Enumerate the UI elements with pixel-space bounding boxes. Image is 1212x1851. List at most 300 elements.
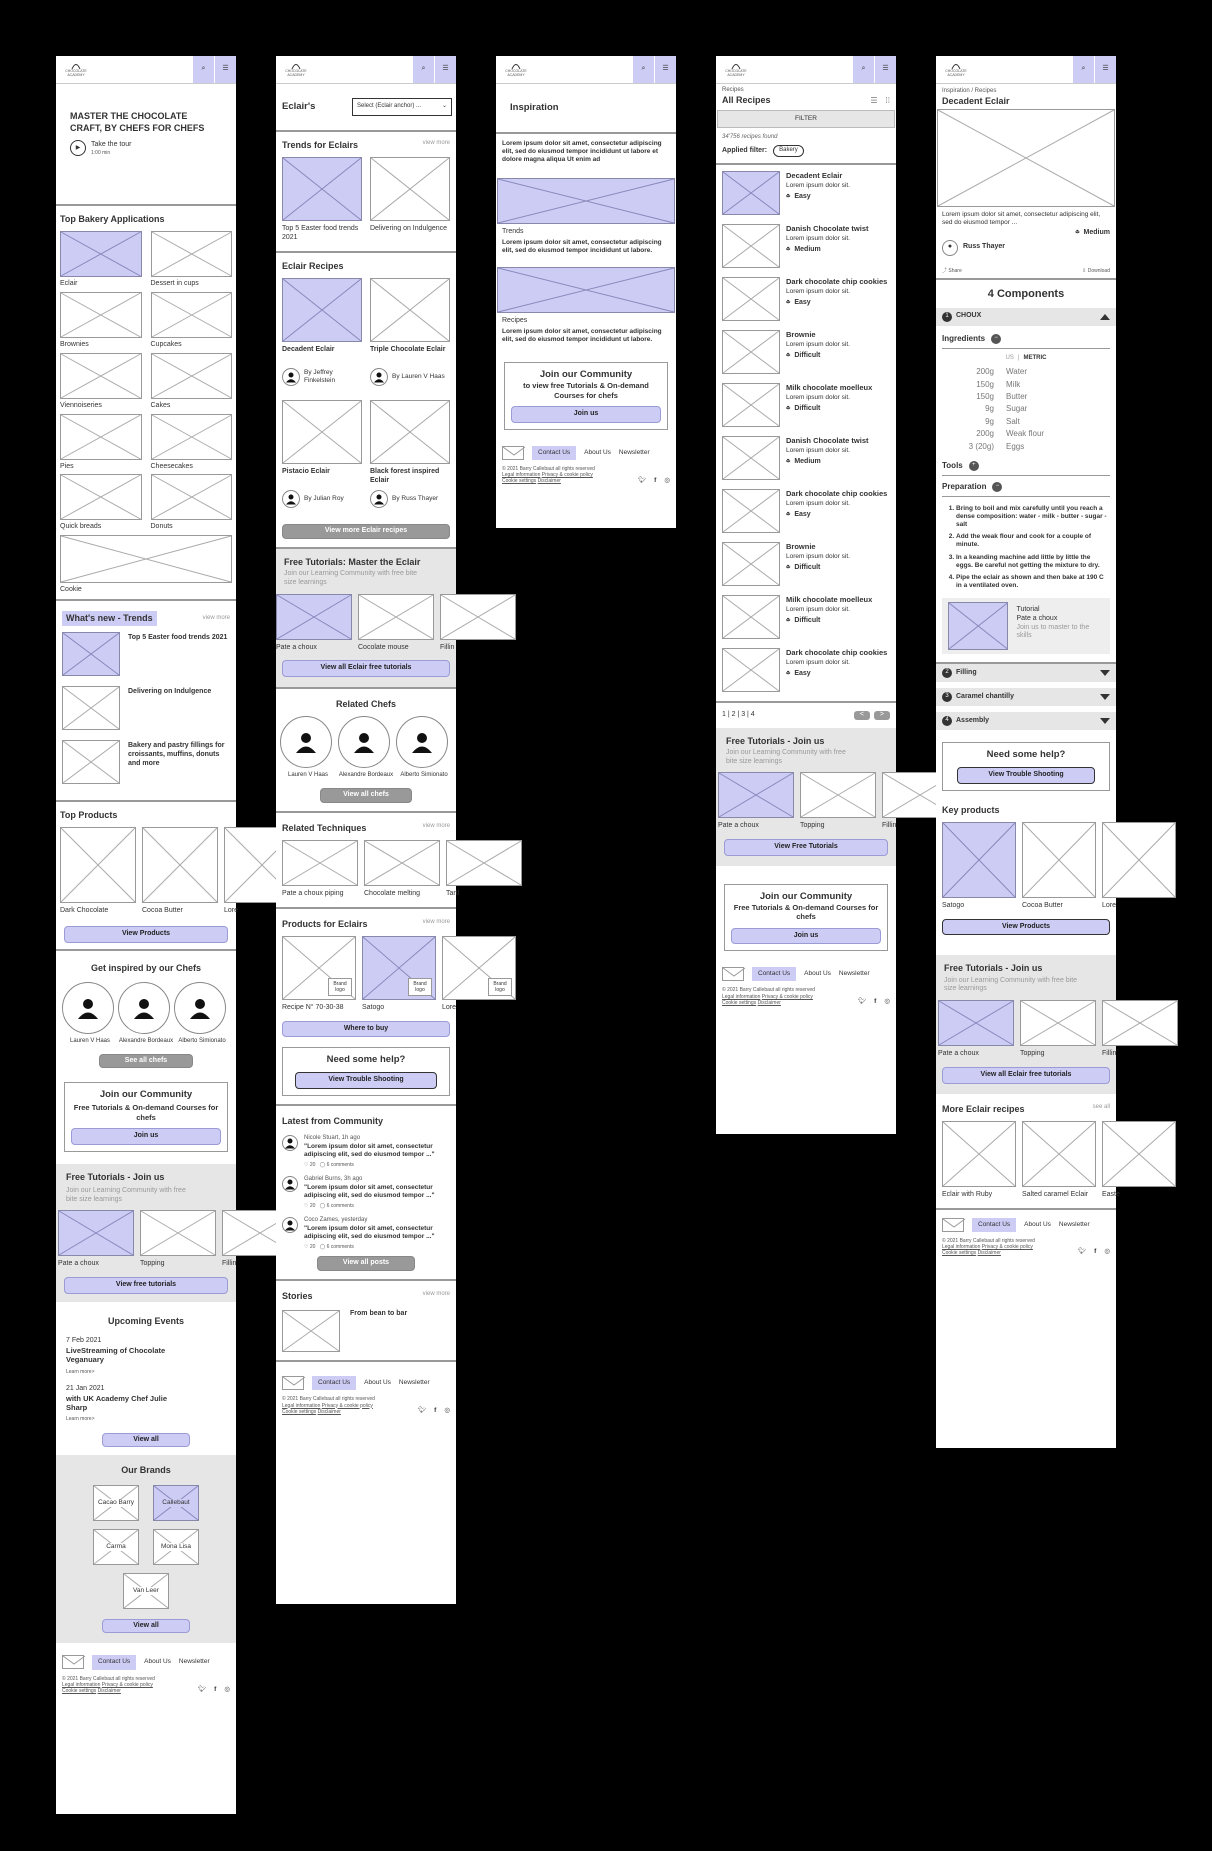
instagram-icon[interactable]: ◎	[1104, 1248, 1110, 1256]
card-label: Satogo	[942, 901, 965, 909]
recipe-card[interactable]	[1022, 1121, 1096, 1200]
recipe-desc: Lorem ipsum dolor sit.	[786, 182, 850, 190]
event-date: 21 Jan 2021	[66, 1384, 105, 1392]
menu-icon[interactable]: ☰	[654, 56, 676, 83]
app-card[interactable]	[60, 353, 142, 411]
card-label: Pate a choux	[938, 1050, 979, 1058]
all-chefs-button[interactable]: View all chefs	[320, 788, 412, 803]
recipe-desc: Lorem ipsum dolor sit.	[786, 553, 850, 561]
card-label: Pate a choux	[276, 643, 317, 651]
view-more-link[interactable]: view more	[422, 918, 450, 925]
join-subtitle: Free Tutorials & On-demand Courses for chefs	[733, 902, 879, 922]
help-box	[282, 1047, 450, 1096]
disclaimer-link[interactable]: Disclaimer	[317, 1408, 341, 1415]
comment-icon[interactable]: ◯	[319, 1243, 326, 1250]
intro-text: Lorem ipsum dolor sit amet, consectetur adipiscing elit, sed do eiusmod tempor incididunt ut labore et dolore magna aliqua Ut enim ad	[502, 140, 662, 164]
facebook-icon[interactable]: f	[214, 1686, 217, 1694]
component-choux-header[interactable]	[936, 308, 1116, 326]
copyright: © 2021 Barry Callebaut all rights reserved	[502, 465, 595, 472]
search-icon[interactable]: ⌕	[1072, 56, 1094, 83]
breadcrumb[interactable]: Recipes	[722, 87, 744, 93]
tutorial-card[interactable]	[440, 594, 516, 653]
level-label: Difficult	[794, 617, 821, 625]
card-label: Pate a choux	[58, 1260, 99, 1268]
filter-button[interactable]: FILTER	[717, 110, 895, 128]
prev-page-button[interactable]: <	[854, 711, 870, 720]
image-placeholder	[282, 840, 358, 886]
image-placeholder	[722, 489, 780, 533]
products-eclairs	[276, 909, 507, 1106]
trend-title: Top 5 Easter food trends 2021	[282, 225, 359, 241]
about-link[interactable]: About Us	[584, 448, 611, 456]
news-item[interactable]	[62, 632, 230, 676]
cookie-link[interactable]: Cookie settings	[62, 1688, 97, 1694]
logo[interactable]: CHOCOLATE ACADEMY	[501, 60, 531, 80]
trend-card[interactable]	[282, 157, 362, 243]
image-placeholder	[370, 278, 450, 342]
facebook-icon[interactable]: f	[1094, 1248, 1097, 1256]
legal-link[interactable]: Legal information	[62, 1681, 101, 1688]
card-label: Easte	[1102, 1190, 1120, 1198]
image-placeholder	[722, 330, 780, 374]
newsletter-link[interactable]: Newsletter	[398, 1379, 430, 1387]
tutorial-card[interactable]	[800, 772, 876, 831]
recipes-card[interactable]	[496, 267, 676, 346]
view-tutorials-button[interactable]: View Free Tutorials	[724, 839, 888, 856]
component-header[interactable]	[936, 688, 1116, 706]
anchor-select[interactable]	[352, 98, 452, 116]
tutorial-card[interactable]	[938, 1000, 1014, 1059]
like-icon[interactable]: ♡	[304, 1161, 309, 1168]
footer	[496, 438, 676, 493]
components-title: 4 Components	[987, 288, 1065, 300]
app-label: Cookie	[60, 586, 82, 593]
mail-icon[interactable]	[722, 967, 744, 981]
learn-more-link[interactable]: Learn more>	[66, 1368, 95, 1375]
search-icon[interactable]: ⌕	[192, 56, 214, 83]
recipe-card[interactable]	[370, 400, 450, 516]
instagram-icon[interactable]: ◎	[664, 476, 670, 484]
chef-avatar	[338, 716, 390, 768]
tour-link[interactable]	[70, 140, 222, 156]
download-button[interactable]: ⇩ Download	[1082, 267, 1110, 274]
disclaimer-link[interactable]: Disclaimer	[977, 1250, 1001, 1257]
like-icon[interactable]: ♡	[304, 1243, 309, 1250]
recipe-name: Dark chocolate chip cookies	[786, 647, 888, 657]
search-icon[interactable]: ⌕	[632, 56, 654, 83]
footer	[936, 1210, 1116, 1265]
brand-logo[interactable]	[123, 1573, 169, 1609]
contact-link[interactable]: Contact Us	[92, 1655, 136, 1669]
product-card[interactable]	[942, 822, 1016, 911]
app-card[interactable]	[60, 292, 142, 350]
app-label: Brownies	[60, 341, 89, 348]
image-placeholder	[60, 231, 142, 277]
tools[interactable]	[942, 453, 1110, 476]
menu-icon[interactable]: ☰	[874, 56, 896, 83]
image-placeholder	[60, 827, 136, 903]
copyright: © 2021 Barry Callebaut all rights reserved	[282, 1396, 375, 1403]
view-tutorials-button[interactable]: View all Eclair free tutorials	[942, 1067, 1110, 1084]
join-button[interactable]: Join us	[71, 1128, 221, 1145]
join-button[interactable]: Join us	[731, 928, 881, 945]
recipe-list-item[interactable]	[722, 489, 890, 533]
tutorial-card[interactable]	[358, 594, 434, 653]
twitter-icon[interactable]: 🐦︎	[417, 1406, 427, 1414]
news-title: Delivering on Indulgence	[128, 688, 212, 695]
all-posts-button[interactable]: View all posts	[317, 1256, 415, 1271]
recipe-author: By Russ Thayer	[392, 494, 439, 502]
tutorial-card[interactable]	[942, 598, 1110, 654]
minus-icon[interactable]: −	[991, 334, 1001, 344]
see-chefs-button[interactable]: See all chefs	[99, 1054, 193, 1069]
component-header[interactable]	[936, 712, 1116, 730]
related-chefs	[276, 689, 456, 813]
see-all-link[interactable]: see all	[1092, 1103, 1110, 1110]
image-placeholder	[282, 400, 362, 464]
newsletter-link[interactable]: Newsletter	[838, 970, 870, 978]
app-card[interactable]	[151, 474, 233, 532]
unit-us-toggle[interactable]: US	[1005, 354, 1014, 361]
brand-logo[interactable]	[93, 1485, 139, 1521]
image-placeholder	[62, 686, 120, 730]
product-card[interactable]	[142, 827, 218, 916]
twitter-icon[interactable]: 🐦︎	[197, 1686, 207, 1694]
about-link[interactable]: About Us	[144, 1658, 171, 1666]
chef-card[interactable]	[280, 716, 336, 780]
preparation-step: 2. Add the weak flour and cook for a couple of minute.	[956, 533, 1108, 549]
brand-logo[interactable]	[153, 1529, 199, 1565]
component-header[interactable]	[936, 664, 1116, 682]
tutorial-card[interactable]	[718, 772, 794, 831]
mail-icon[interactable]	[502, 446, 524, 460]
stories	[276, 1281, 456, 1362]
card-label: Topping	[140, 1260, 165, 1268]
cookie-link[interactable]: Cookie settings	[502, 478, 537, 485]
comment-icon[interactable]: ◯	[319, 1161, 326, 1168]
image-placeholder	[62, 632, 120, 676]
app-label: Eclair	[60, 280, 78, 288]
page-numbers[interactable]: 1 | 2 | 3 | 4	[722, 710, 755, 718]
product-card[interactable]	[442, 936, 516, 1013]
newsletter-link[interactable]: Newsletter	[1058, 1220, 1090, 1228]
recipe-name: Dark chocolate chip cookies	[786, 488, 888, 498]
disclaimer-link[interactable]: Disclaimer	[757, 999, 781, 1006]
next-page-button[interactable]: >	[874, 711, 890, 720]
instagram-icon[interactable]: ◎	[444, 1406, 450, 1414]
chef-avatar	[280, 716, 332, 768]
level-icon: 🎩︎	[1075, 229, 1080, 236]
help-title: Need some help?	[326, 1054, 406, 1066]
trends-card[interactable]	[496, 178, 676, 257]
tutorial-cta: Join us to master to the skills	[1016, 623, 1090, 640]
chef-card[interactable]	[118, 982, 174, 1046]
preparation[interactable]	[942, 476, 1110, 497]
legal-link[interactable]: Legal information	[502, 472, 541, 479]
product-card[interactable]	[60, 827, 136, 916]
number-icon: 4	[942, 716, 952, 726]
hero	[56, 84, 236, 206]
twitter-icon[interactable]: 🐦︎	[857, 998, 867, 1005]
privacy-link[interactable]: Privacy & cookie policy	[321, 1402, 373, 1409]
chef-card[interactable]	[338, 716, 394, 780]
app-card[interactable]	[151, 353, 233, 411]
card-label: Cocolate mouse	[358, 643, 409, 651]
card-label: Cocoa Butter	[142, 907, 183, 915]
filter-chip[interactable]: Bakery	[773, 145, 804, 157]
cookie-link[interactable]: Cookie settings	[722, 999, 757, 1006]
chef-card[interactable]	[396, 716, 452, 780]
menu-icon[interactable]: ☰	[1094, 56, 1116, 83]
tutorial-card[interactable]	[140, 1210, 216, 1269]
trends	[276, 132, 456, 253]
facebook-icon[interactable]: f	[434, 1406, 437, 1414]
share-button[interactable]: ⤴ Share	[942, 267, 962, 274]
chef-card[interactable]	[174, 982, 230, 1046]
logo[interactable]: CHOCOLATE ACADEMY	[281, 60, 311, 80]
menu-icon[interactable]: ☰	[434, 56, 456, 83]
troubleshooting-button[interactable]: View Trouble Shooting	[295, 1072, 437, 1089]
level-icon: 🎩︎	[786, 511, 791, 519]
join-button[interactable]: Join us	[511, 406, 661, 423]
logo[interactable]: CHOCOLATE ACADEMY	[721, 60, 751, 80]
view-more-link[interactable]: view more	[422, 822, 450, 829]
tour-time: 1:00 min	[91, 149, 111, 156]
twitter-icon[interactable]: 🐦︎	[637, 476, 647, 484]
expand-icon	[1100, 718, 1110, 724]
recipe-card[interactable]	[1102, 1121, 1176, 1200]
contact-link[interactable]: Contact Us	[312, 1376, 356, 1390]
community-post[interactable]	[282, 1176, 450, 1209]
view-more-link[interactable]: view more	[422, 1290, 450, 1297]
chef-name: Lauren V Haas	[287, 772, 329, 779]
breadcrumb[interactable]: Inspiration / Recipes	[942, 88, 997, 94]
app-label: Viennoiseries	[60, 401, 102, 409]
ingredient-name: Eggs	[1006, 441, 1025, 451]
technique-card[interactable]	[364, 840, 440, 899]
author[interactable]	[936, 240, 1116, 256]
avatar	[282, 1217, 298, 1233]
recipe-desc: Lorem ipsum dolor sit.	[786, 235, 850, 243]
tutorial-card[interactable]	[1020, 1000, 1096, 1059]
recipe-list-item[interactable]	[722, 436, 890, 480]
brand-logo[interactable]	[93, 1529, 139, 1565]
post-text: "Lorem ipsum dolor sit amet, consectetur adipiscing elit, sed do eiusmod tempor ..."	[304, 1183, 435, 1199]
recipe-list-item[interactable]	[722, 648, 890, 692]
disclaimer-link[interactable]: Disclaimer	[97, 1688, 121, 1694]
page-header	[716, 84, 896, 110]
card-label: Pate a choux piping	[282, 889, 344, 897]
community-post[interactable]	[282, 1135, 450, 1168]
disclaimer-link[interactable]: Disclaimer	[537, 478, 561, 485]
more-recipes-button[interactable]: View more Eclair recipes	[282, 524, 450, 539]
tutorial-card[interactable]	[58, 1210, 134, 1269]
privacy-link[interactable]: Privacy & cookie policy	[101, 1681, 153, 1688]
comment-icon[interactable]: ◯	[319, 1202, 326, 1209]
legal-link[interactable]: Legal information	[942, 1244, 981, 1251]
where-to-buy-button[interactable]: Where to buy	[282, 1021, 450, 1038]
recipe-list-item[interactable]	[722, 277, 890, 321]
view-tutorials-button[interactable]: View free tutorials	[64, 1277, 228, 1294]
footer	[56, 1643, 236, 1702]
view-more-link[interactable]: view more	[202, 614, 230, 621]
grid-view-icon[interactable]: ⁞⁞	[885, 95, 890, 105]
privacy-link[interactable]: Privacy & cookie policy	[761, 993, 813, 1000]
recipe-list-item[interactable]	[722, 224, 890, 268]
comment-count: 6 comments	[326, 1202, 354, 1209]
menu-icon[interactable]: ☰	[214, 56, 236, 83]
about-link[interactable]: About Us	[364, 1379, 391, 1387]
like-icon[interactable]: ♡	[304, 1202, 309, 1209]
news-item[interactable]	[62, 740, 230, 784]
image-placeholder	[58, 1210, 134, 1256]
search-icon[interactable]: ⌕	[852, 56, 874, 83]
level-label: Easy	[794, 299, 811, 307]
about-link[interactable]: About Us	[804, 970, 831, 978]
technique-card[interactable]	[446, 840, 522, 899]
copyright: © 2021 Barry Callebaut all rights reserved	[942, 1237, 1035, 1244]
view-products-button[interactable]: View Products	[942, 919, 1110, 936]
newsletter-link[interactable]: Newsletter	[178, 1658, 210, 1666]
legal-link[interactable]: Legal information	[282, 1402, 321, 1409]
newsletter-link[interactable]: Newsletter	[618, 448, 650, 456]
brands	[56, 1455, 236, 1643]
brand-logo[interactable]	[153, 1485, 199, 1521]
facebook-icon[interactable]: f	[654, 476, 657, 484]
facebook-icon[interactable]: f	[874, 998, 877, 1005]
product-image	[362, 936, 436, 1000]
recipe-card[interactable]	[942, 1121, 1016, 1200]
product-card[interactable]	[282, 936, 356, 1013]
contact-link[interactable]: Contact Us	[532, 446, 576, 460]
recipe-list-item[interactable]	[722, 595, 890, 639]
technique-card[interactable]	[282, 840, 358, 899]
level	[936, 227, 1116, 240]
logo[interactable]: CHOCOLATE ACADEMY	[941, 60, 971, 80]
story-card[interactable]	[282, 1310, 450, 1352]
legal-link[interactable]: Legal information	[722, 993, 761, 1000]
troubleshooting-button[interactable]: View Trouble Shooting	[957, 767, 1095, 784]
events-view-all-button[interactable]: View all	[102, 1433, 190, 1448]
post-text: "Lorem ipsum dolor sit amet, consectetur adipiscing elit, sed do eiusmod tempor ..."	[304, 1224, 435, 1240]
image-placeholder	[151, 231, 233, 277]
app-card[interactable]	[60, 414, 142, 472]
view-products-button[interactable]: View Products	[64, 926, 228, 943]
app-card[interactable]	[60, 474, 142, 532]
cookie-link[interactable]: Cookie settings	[282, 1408, 317, 1415]
community-post[interactable]	[282, 1217, 450, 1250]
mail-icon[interactable]	[282, 1376, 304, 1390]
brands-view-all-button[interactable]: View all	[102, 1619, 190, 1634]
event-item[interactable]	[66, 1385, 226, 1423]
recipe-list-item[interactable]	[722, 383, 890, 427]
avatar	[282, 490, 300, 508]
contact-link[interactable]: Contact Us	[752, 967, 796, 981]
privacy-link[interactable]: Privacy & cookie policy	[981, 1244, 1033, 1251]
search-icon[interactable]: ⌕	[412, 56, 434, 83]
component-name: Filling	[956, 668, 977, 676]
level-icon: 🎩︎	[786, 299, 791, 307]
screen-all-recipes	[716, 56, 896, 1134]
mail-icon[interactable]	[62, 1655, 84, 1669]
event-item[interactable]	[66, 1337, 226, 1375]
ingredient-qty: 200g	[976, 429, 994, 439]
mail-icon[interactable]	[942, 1218, 964, 1232]
view-more-link[interactable]: view more	[422, 140, 450, 146]
list-view-icon[interactable]: ☰	[870, 95, 878, 105]
app-label: Pies	[60, 462, 74, 470]
product-name: Recipe N° 70-30-38	[282, 1003, 344, 1011]
recipe-card[interactable]	[370, 278, 450, 394]
tutorial-card[interactable]	[1102, 1000, 1178, 1059]
recipe-image	[937, 109, 1115, 207]
view-tutorials-button[interactable]: View all Eclair free tutorials	[282, 660, 450, 677]
unit-metric-toggle[interactable]: METRIC	[1023, 354, 1047, 361]
app-card[interactable]	[151, 231, 233, 289]
instagram-icon[interactable]: ◎	[884, 998, 890, 1005]
logo[interactable]: CHOCOLATE ACADEMY	[61, 60, 91, 80]
top-products	[56, 802, 239, 951]
recipe-list-item[interactable]	[722, 171, 890, 215]
level-icon: 🎩︎	[786, 564, 791, 572]
product-card[interactable]	[1102, 822, 1176, 911]
app-card[interactable]	[60, 231, 142, 289]
trend-card[interactable]	[370, 157, 450, 243]
product-card[interactable]	[362, 936, 436, 1013]
recipe-list-item[interactable]	[722, 542, 890, 586]
contact-link[interactable]: Contact Us	[972, 1218, 1016, 1232]
chef-card[interactable]	[62, 982, 118, 1046]
ingredient-name: Sugar	[1006, 404, 1028, 414]
instagram-icon[interactable]: ◎	[224, 1686, 230, 1694]
screen-recipe-detail	[936, 56, 1120, 1448]
section-title: What's new - Trends	[62, 611, 157, 626]
section-title: Get inspired by our Chefs	[90, 962, 202, 973]
app-card-cookie[interactable]	[60, 535, 232, 595]
story-title: From bean to bar	[350, 1310, 408, 1318]
app-card[interactable]	[151, 414, 233, 472]
privacy-link[interactable]: Privacy & cookie policy	[541, 472, 593, 479]
section-title: Trends for Eclairs	[282, 140, 359, 150]
learn-more-link[interactable]: Learn more>	[66, 1416, 95, 1423]
avatar	[370, 490, 388, 508]
brand-logo: Brand logo	[408, 978, 432, 996]
level-icon: 🎩︎	[786, 246, 791, 254]
app-card[interactable]	[151, 292, 233, 350]
avatar	[370, 368, 388, 386]
twitter-icon[interactable]: 🐦︎	[1077, 1248, 1087, 1256]
recipe-card[interactable]	[282, 400, 362, 516]
image-placeholder	[722, 648, 780, 692]
card-label: Dark Chocolate	[60, 907, 109, 915]
recipes-image	[497, 267, 675, 313]
news-item[interactable]	[62, 686, 230, 730]
ingredient-name: Milk	[1006, 379, 1021, 389]
recipe-list-item[interactable]	[722, 330, 890, 374]
trends-label: Trends	[502, 228, 524, 236]
recipe-card[interactable]	[282, 278, 362, 394]
ingredient-qty: 3 (20g)	[968, 441, 994, 451]
page-header	[276, 84, 456, 132]
tutorial-card[interactable]	[276, 594, 352, 653]
image-placeholder	[722, 277, 780, 321]
chef-name: Alberto Simionato	[400, 772, 448, 779]
card-label: Fillin	[1102, 1050, 1117, 1058]
cookie-link[interactable]: Cookie settings	[942, 1250, 977, 1257]
about-link[interactable]: About Us	[1024, 1220, 1051, 1228]
ingredient-row	[942, 379, 1110, 391]
product-card[interactable]	[1022, 822, 1096, 911]
